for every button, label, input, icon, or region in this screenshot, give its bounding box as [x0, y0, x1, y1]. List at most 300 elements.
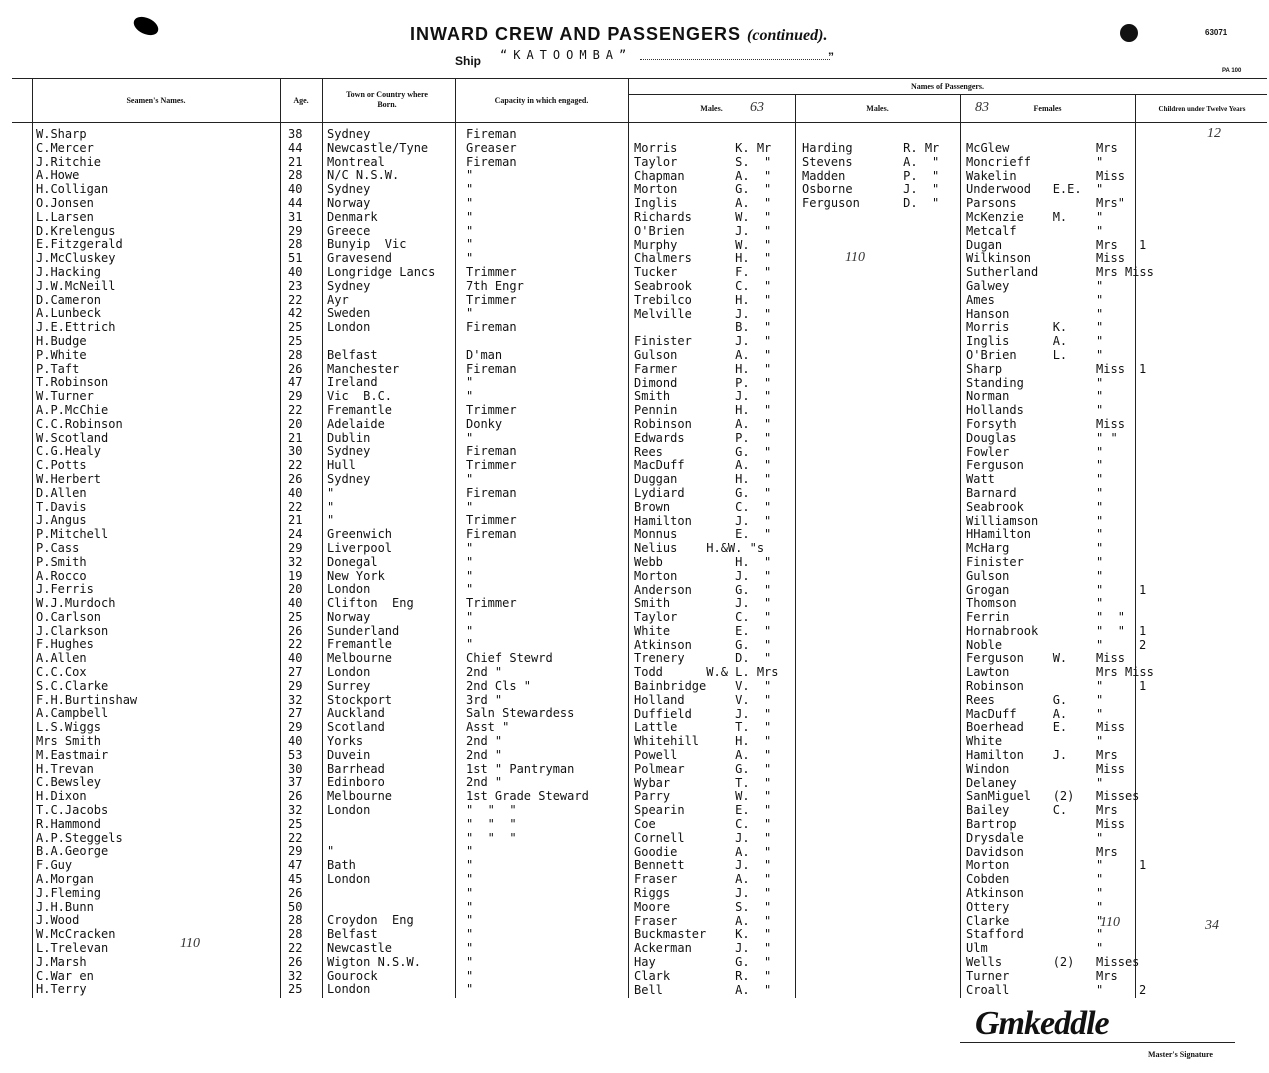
- seaman-capacity: Fireman: [466, 154, 517, 169]
- seaman-capacity: ": [466, 540, 474, 555]
- male-passenger: Webb H. ": [634, 554, 772, 569]
- seaman-name: J.Wood: [36, 913, 80, 928]
- seaman-age: 28: [288, 913, 303, 928]
- male-passenger: Stevens A. ": [802, 154, 940, 169]
- seaman-capacity: ": [466, 941, 474, 956]
- male-passenger: Pennin H. ": [634, 403, 772, 418]
- male-passenger: Riggs J. ": [634, 886, 772, 901]
- seaman-name: J.W.McNeill: [36, 278, 116, 293]
- female-passenger: Watt ": [966, 472, 1104, 487]
- children-count: [1139, 446, 1146, 460]
- children-count: [1139, 928, 1146, 942]
- top-right-note: 12: [1207, 126, 1221, 141]
- seaman-age: 26: [288, 885, 303, 900]
- seaman-age: 26: [288, 471, 303, 486]
- children-count: [1139, 832, 1146, 846]
- seaman-capacity: ": [466, 899, 474, 914]
- ship-name: “KATOOMBA”: [500, 48, 633, 62]
- seaman-birthplace: Belfast: [327, 927, 378, 942]
- capacity-column: [466, 128, 589, 997]
- children-count: [1139, 156, 1146, 170]
- male-passenger: Nelius H.&W. "s: [634, 541, 765, 556]
- male-passenger: Duggan H. ": [634, 472, 772, 487]
- seaman-name: J.E.Ettrich: [36, 320, 116, 335]
- seaman-capacity: Donky: [466, 416, 503, 431]
- seaman-birthplace: Sydney: [327, 278, 371, 293]
- seaman-birthplace: Gravesend: [327, 251, 393, 266]
- seaman-name: A.P.McChie: [36, 402, 109, 417]
- seaman-birthplace: Denmark: [327, 209, 378, 224]
- seaman-name: W.Herbert: [36, 471, 102, 486]
- children-count: [1139, 225, 1146, 239]
- note-110-c: 110: [1100, 915, 1120, 930]
- male-passenger: Cornell J. ": [634, 830, 772, 845]
- seaman-name: A.Howe: [36, 168, 80, 183]
- seaman-name: A.Rocco: [36, 568, 87, 583]
- female-passenger: Ames ": [966, 292, 1104, 307]
- seaman-name: O.Jonsen: [36, 195, 94, 210]
- seaman-name: W.McCracken: [36, 927, 116, 942]
- male-passenger: Atkinson G. ": [634, 637, 772, 652]
- seaman-name: C.C.Cox: [36, 665, 87, 680]
- seaman-age: 28: [288, 168, 303, 183]
- seaman-birthplace: Scotland: [327, 720, 385, 735]
- seaman-capacity: Asst ": [466, 720, 510, 735]
- children-count: [1139, 597, 1146, 611]
- seaman-birthplace: London: [327, 320, 371, 335]
- male-passenger: Powell A. ": [634, 748, 772, 763]
- seaman-age: 25: [288, 320, 303, 335]
- children-count: [1139, 183, 1146, 197]
- male-passenger: Morris K. Mr: [634, 141, 772, 155]
- seaman-age: 28: [288, 347, 303, 362]
- seaman-age: 22: [288, 499, 303, 514]
- female-passenger: Norman ": [966, 389, 1104, 404]
- seaman-name: J.McCluskey: [36, 251, 116, 266]
- children-count: [1139, 777, 1146, 791]
- male-passenger: Richards W. ": [634, 209, 772, 224]
- children-count: [1139, 749, 1146, 763]
- female-passenger: Sharp Miss: [966, 361, 1125, 376]
- children-count: [1139, 804, 1146, 818]
- seaman-birthplace: Greenwich: [327, 527, 393, 542]
- children-count: [1139, 377, 1146, 391]
- children-count: [1139, 846, 1146, 860]
- seaman-age: 25: [288, 333, 303, 348]
- seaman-name: L.S.Wiggs: [36, 720, 102, 735]
- seaman-age: 25: [288, 816, 303, 831]
- seaman-capacity: ": [466, 195, 474, 210]
- seaman-name: P.Mitchell: [36, 527, 109, 542]
- male-passenger: Tucker F. ": [634, 265, 772, 280]
- seaman-age: 25: [288, 609, 303, 624]
- female-passenger: Gulson ": [966, 568, 1104, 583]
- children-count: [1139, 694, 1146, 708]
- seaman-age: 40: [288, 734, 303, 749]
- seaman-name: J.Hacking: [36, 264, 102, 279]
- seaman-capacity: ": [466, 885, 474, 900]
- seaman-age: 23: [288, 278, 303, 293]
- children-count: [1139, 390, 1146, 404]
- male-passenger: Brown C. ": [634, 499, 772, 514]
- seaman-birthplace: London: [327, 982, 371, 997]
- seaman-name: J.Ritchie: [36, 154, 102, 169]
- female-passenger: Hamilton J. Mrs: [966, 748, 1118, 763]
- header-females: Females: [1033, 104, 1062, 113]
- female-passenger: Ottery ": [966, 899, 1104, 914]
- male-passenger: Morton J. ": [634, 568, 772, 583]
- born-column: [327, 128, 435, 997]
- male-passenger: Smith J. ": [634, 389, 772, 404]
- seaman-capacity: ": [466, 609, 474, 624]
- seaman-capacity: Chief Stewrd: [466, 651, 553, 666]
- male-passenger: Goodie A. ": [634, 844, 772, 859]
- female-passenger: McKenzie M. ": [966, 209, 1104, 224]
- seaman-capacity: ": [466, 954, 474, 969]
- children-count: 2: [1139, 637, 1147, 652]
- seaman-capacity: ": [466, 968, 474, 983]
- female-passenger: O'Brien L. ": [966, 347, 1104, 362]
- seaman-age: 32: [288, 692, 303, 707]
- seaman-name: C.Potts: [36, 458, 87, 473]
- seaman-birthplace: Yorks: [327, 734, 364, 749]
- seaman-age: 28: [288, 927, 303, 942]
- seaman-birthplace: ": [327, 485, 335, 500]
- children-count: [1139, 515, 1146, 529]
- children-count: [1139, 211, 1146, 225]
- seaman-name: C.G.Healy: [36, 444, 102, 459]
- seaman-birthplace: London: [327, 665, 371, 680]
- seaman-capacity: D'man: [466, 347, 503, 362]
- female-passenger: MacDuff A. ": [966, 706, 1104, 721]
- ship-end-quote: ”: [828, 50, 834, 64]
- male-passenger: Chapman A. ": [634, 168, 772, 183]
- seaman-capacity: ": [466, 872, 474, 887]
- seaman-birthplace: Edinboro: [327, 775, 385, 790]
- seaman-age: 47: [288, 375, 303, 390]
- seaman-capacity: ": [466, 982, 474, 997]
- master-signature: Gmkeddle: [975, 1005, 1109, 1042]
- seaman-name: J.Angus: [36, 513, 87, 528]
- seaman-capacity: ": [466, 389, 474, 404]
- seaman-name: J.H.Bunn: [36, 899, 94, 914]
- seaman-name: F.H.Burtinshaw: [36, 692, 138, 707]
- female-passenger: Delaney ": [966, 775, 1104, 790]
- female-passenger: Davidson Mrs: [966, 844, 1118, 859]
- female-passenger: Underwood E.E. ": [966, 182, 1104, 197]
- seaman-age: 40: [288, 485, 303, 500]
- female-passenger: Cobden ": [966, 872, 1104, 887]
- seaman-name: D.Krelengus: [36, 223, 116, 238]
- ship-name-line: [640, 58, 830, 60]
- seaman-capacity: Trimmer: [466, 458, 517, 473]
- female-passenger: Galwey ": [966, 278, 1104, 293]
- ink-blot: [1120, 24, 1138, 42]
- seaman-age: 27: [288, 665, 303, 680]
- seaman-name: T.Robinson: [36, 375, 109, 390]
- children-count: [1139, 790, 1146, 804]
- seaman-capacity: 2nd ": [466, 665, 503, 680]
- male-passenger: Melville J. ": [634, 306, 772, 321]
- note-110-b: 110: [180, 936, 200, 951]
- female-passenger: Drysdale ": [966, 830, 1104, 845]
- children-count: 1: [1139, 582, 1147, 597]
- children-count: [1139, 997, 1146, 1011]
- female-passenger: Standing ": [966, 375, 1104, 390]
- seaman-name: D.Cameron: [36, 292, 102, 307]
- seaman-age: 40: [288, 264, 303, 279]
- males-count-note: 63: [750, 100, 764, 115]
- seaman-name: O.Carlson: [36, 609, 102, 624]
- male-passenger: Gulson A. ": [634, 347, 772, 362]
- seaman-capacity: 7th Engr: [466, 278, 524, 293]
- seaman-name: W.Turner: [36, 389, 94, 404]
- seaman-age: 32: [288, 554, 303, 569]
- female-passenger: Finister ": [966, 554, 1104, 569]
- children-count: [1139, 942, 1146, 956]
- seaman-name: P.Smith: [36, 554, 87, 569]
- seaman-capacity: ": [466, 623, 474, 638]
- seaman-birthplace: [327, 887, 435, 901]
- seaman-age: 40: [288, 182, 303, 197]
- seaman-birthplace: Manchester: [327, 361, 400, 376]
- children-count: [1139, 197, 1146, 211]
- male-passenger: Trenery D. ": [634, 651, 772, 666]
- seaman-age: 37: [288, 775, 303, 790]
- seaman-birthplace: Ayr: [327, 292, 349, 307]
- seaman-capacity: ": [466, 499, 474, 514]
- male-passenger: Chalmers H. ": [634, 251, 772, 266]
- male-passenger: Monnus E. ": [634, 527, 772, 542]
- seaman-name: F.Guy: [36, 858, 73, 873]
- seaman-age: 26: [288, 623, 303, 638]
- children-count: 2: [1139, 982, 1147, 997]
- male-passenger: Moore S. ": [634, 899, 772, 914]
- header-age: Age.: [293, 96, 309, 105]
- seaman-name: T.C.Jacobs: [36, 803, 109, 818]
- seaman-birthplace: Montreal: [327, 154, 385, 169]
- seaman-name: F.Hughes: [36, 637, 94, 652]
- seaman-birthplace: Donegal: [327, 554, 378, 569]
- seaman-capacity: Fireman: [466, 485, 517, 500]
- children-count: [1139, 652, 1146, 666]
- seaman-name: J.Fleming: [36, 885, 102, 900]
- female-passenger: Fowler ": [966, 444, 1104, 459]
- seaman-birthplace: Sydney: [327, 127, 371, 141]
- male-passenger: Inglis A. ": [634, 196, 772, 211]
- seaman-birthplace: Norway: [327, 195, 371, 210]
- female-passenger: Parsons Mrs": [966, 196, 1125, 211]
- seaman-birthplace: Sunderland: [327, 623, 400, 638]
- female-passenger: McHarg ": [966, 541, 1104, 556]
- female-passenger: Noble ": [966, 637, 1104, 652]
- seaman-birthplace: Newcastle/Tyne: [327, 140, 429, 155]
- children-count: [1139, 404, 1146, 418]
- seaman-age: 25: [288, 982, 303, 997]
- seaman-birthplace: Auckland: [327, 706, 385, 721]
- seaman-name: R.Hammond: [36, 816, 102, 831]
- seaman-age: 29: [288, 678, 303, 693]
- seaman-name: A.P.Steggels: [36, 830, 123, 845]
- seaman-capacity: ": [466, 471, 474, 486]
- female-passenger: Moncrieff ": [966, 154, 1104, 169]
- children-count: 1: [1139, 237, 1147, 252]
- seaman-capacity: Trimmer: [466, 513, 517, 528]
- female-passenger: Sutherland Mrs Miss: [966, 265, 1154, 280]
- seaman-capacity: Saln Stewardess: [466, 706, 575, 721]
- male-passenger: Murphy W. ": [634, 237, 772, 252]
- male-passenger: Lattle T. ": [634, 720, 772, 735]
- seaman-birthplace: Vic B.C.: [327, 389, 393, 404]
- seaman-name: D.Allen: [36, 485, 87, 500]
- seaman-capacity: Trimmer: [466, 596, 517, 611]
- male-passenger: Robinson A. ": [634, 416, 772, 431]
- seaman-age: 29: [288, 720, 303, 735]
- female-passenger: Boerhead E. Miss: [966, 720, 1125, 735]
- female-passenger: Stafford ": [966, 927, 1104, 942]
- seaman-birthplace: Duvein: [327, 747, 371, 762]
- female-passenger: Dugan Mrs: [966, 237, 1118, 252]
- female-passenger: Barnard ": [966, 485, 1104, 500]
- children-count: [1139, 501, 1146, 515]
- seaman-capacity: 2nd ": [466, 747, 503, 762]
- seaman-age: 42: [288, 306, 303, 321]
- seaman-age: 32: [288, 803, 303, 818]
- children-count: [1139, 915, 1146, 929]
- seaman-age: 22: [288, 637, 303, 652]
- seaman-name: E.Fitzgerald: [36, 237, 123, 252]
- seaman-age: 44: [288, 195, 303, 210]
- seaman-capacity: ": [466, 858, 474, 873]
- female-passenger: Ulm ": [966, 941, 1104, 956]
- seaman-birthplace: Fremantle: [327, 637, 393, 652]
- seaman-age: 22: [288, 402, 303, 417]
- seaman-birthplace: Dublin: [327, 430, 371, 445]
- seaman-age: 32: [288, 968, 303, 983]
- seaman-capacity: " " ": [466, 816, 517, 831]
- continued-label: (continued).: [747, 27, 828, 44]
- seaman-birthplace: Wigton N.S.W.: [327, 954, 421, 969]
- seaman-birthplace: Adelaide: [327, 416, 385, 431]
- children-count: [1139, 873, 1146, 887]
- seaman-birthplace: Greece: [327, 223, 371, 238]
- female-passenger: Ferguson W. Miss: [966, 651, 1125, 666]
- seaman-capacity: Fireman: [466, 320, 517, 335]
- seaman-age: 47: [288, 858, 303, 873]
- female-passenger: Robinson ": [966, 679, 1104, 694]
- form-code: PA 100: [1222, 68, 1242, 74]
- male-passenger: Hay G. ": [634, 955, 772, 970]
- seaman-age: 29: [288, 223, 303, 238]
- seaman-name: P.Taft: [36, 361, 80, 376]
- female-passenger: Morris K. ": [966, 320, 1104, 335]
- seaman-name: A.Lunbeck: [36, 306, 102, 321]
- male-passenger: Rees G. ": [634, 444, 772, 459]
- children-count: [1139, 556, 1146, 570]
- children-count: [1139, 542, 1146, 556]
- male-passenger: Anderson G. ": [634, 582, 772, 597]
- header-capacity: Capacity in which engaged.: [494, 96, 589, 105]
- seaman-age: 21: [288, 513, 303, 528]
- female-passenger: Bailey C. Mrs: [966, 803, 1118, 818]
- seaman-capacity: ": [466, 223, 474, 238]
- seaman-age: 53: [288, 747, 303, 762]
- females-column: [966, 142, 1154, 997]
- female-passenger: Morton ": [966, 858, 1104, 873]
- seaman-age: 26: [288, 361, 303, 376]
- male-passenger: Lydiard G. ": [634, 485, 772, 500]
- male-passenger: Edwards P. ": [634, 430, 772, 445]
- children-count: [1139, 818, 1146, 832]
- seaman-capacity: ": [466, 568, 474, 583]
- seaman-birthplace: London: [327, 582, 371, 597]
- children-count: [1139, 321, 1146, 335]
- female-passenger: Williamson ": [966, 513, 1104, 528]
- seaman-capacity: Fireman: [466, 127, 517, 141]
- seaman-capacity: " " ": [466, 803, 517, 818]
- female-passenger: HHamilton ": [966, 527, 1104, 542]
- seaman-name: W.J.Murdoch: [36, 596, 116, 611]
- signature-caption: Master's Signature: [1148, 1050, 1213, 1059]
- seaman-birthplace: Ireland: [327, 375, 378, 390]
- male-passenger: Dimond P. ": [634, 375, 772, 390]
- male-passenger: Todd W.& L. Mrs: [634, 665, 779, 680]
- seaman-birthplace: Sweden: [327, 306, 371, 321]
- seaman-birthplace: Stockport: [327, 692, 393, 707]
- seaman-name: H.Trevan: [36, 761, 94, 776]
- male-passenger: B. ": [634, 320, 772, 335]
- seaman-birthplace: Bath: [327, 858, 356, 873]
- children-count: [1139, 335, 1146, 349]
- seaman-birthplace: Sydney: [327, 444, 371, 459]
- seaman-age: 22: [288, 458, 303, 473]
- seaman-birthplace: Bunyip Vic: [327, 237, 407, 252]
- female-passenger: Atkinson ": [966, 886, 1104, 901]
- children-count: [1139, 170, 1146, 184]
- children-count: [1139, 721, 1146, 735]
- seaman-age: 22: [288, 830, 303, 845]
- document-title: INWARD CREW AND PASSENGERS (continued).: [410, 24, 828, 44]
- seamen-names-column: [36, 128, 137, 997]
- children-count: [1139, 349, 1146, 363]
- male-passenger: Finister J. ": [634, 334, 772, 349]
- female-passenger: Windon Miss: [966, 761, 1125, 776]
- seaman-name: W.Sharp: [36, 127, 87, 141]
- seaman-birthplace: New York: [327, 568, 385, 583]
- children-count: [1139, 970, 1146, 984]
- children-count: [1139, 528, 1146, 542]
- seaman-birthplace: Belfast: [327, 347, 378, 362]
- male-passenger: Ferguson D. ": [802, 196, 940, 211]
- seaman-capacity: 3rd ": [466, 692, 503, 707]
- seaman-age: 40: [288, 651, 303, 666]
- male-passenger: O'Brien J. ": [634, 223, 772, 238]
- signature-line: [960, 1042, 1235, 1043]
- seaman-capacity: Greaser: [466, 140, 517, 155]
- seaman-birthplace: Newcastle: [327, 941, 393, 956]
- seaman-name: H.Colligan: [36, 182, 109, 197]
- header-seamen: Seamen's Names.: [126, 96, 186, 105]
- male-passenger: Holland V. ": [634, 692, 772, 707]
- seaman-name: P.White: [36, 347, 87, 362]
- female-passenger: Wilkinson Miss: [966, 251, 1125, 266]
- seaman-birthplace: Croydon Eng: [327, 913, 414, 928]
- header-males-1: Males.: [700, 104, 723, 113]
- seaman-birthplace: Gourock: [327, 968, 378, 983]
- seaman-age: 28: [288, 237, 303, 252]
- seaman-age: 30: [288, 761, 303, 776]
- children-count: [1139, 252, 1146, 266]
